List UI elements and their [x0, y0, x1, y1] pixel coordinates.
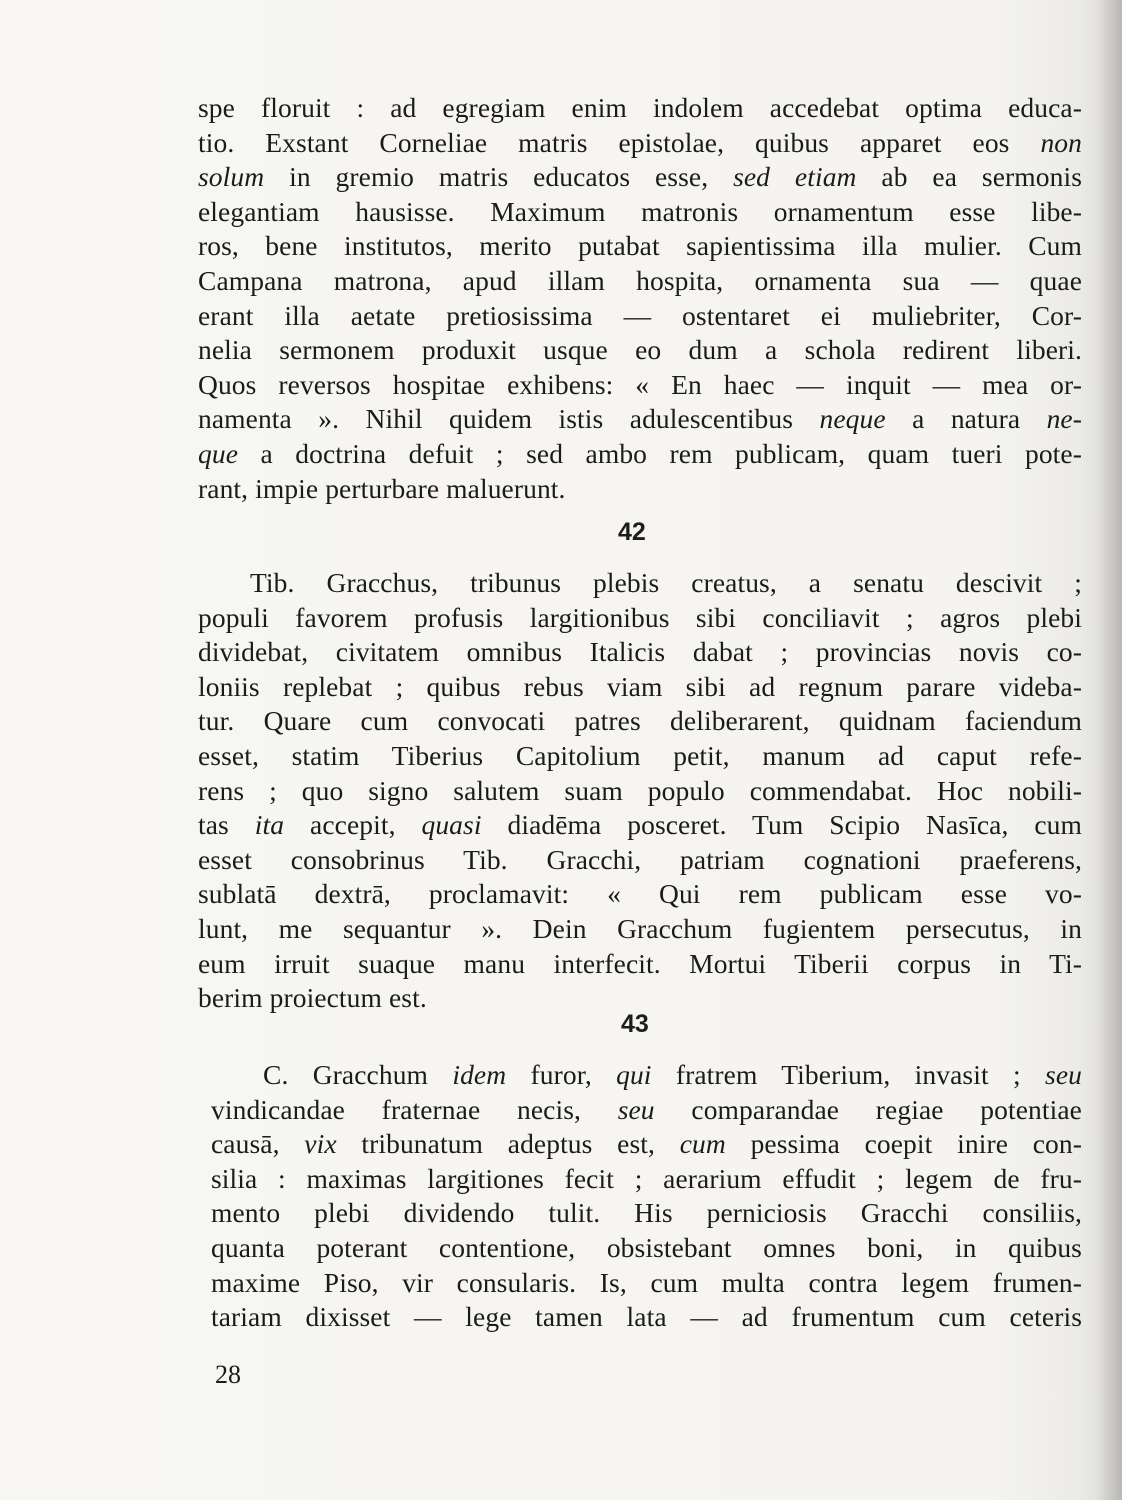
text-line: Tib. Gracchus, tribunus plebis creatus, a senatu descivit ; — [250, 567, 1082, 598]
text-line: tio. Exstant Corneliae matris epistolae, quibus apparet eos non — [198, 126, 1082, 158]
text-line: populi favorem profusis largitionibus sibi conciliavit ; agros plebi — [198, 601, 1082, 633]
text-line: mento plebi dividendo tulit. His perniciosis Gracchi consiliis, — [211, 1197, 1082, 1229]
text-line: tur. Quare cum convocati patres deliberarent, quidnam faciendum — [198, 705, 1082, 737]
section-43-text — [211, 1058, 1082, 1335]
text-line: erant illa aetate pretiosissima — ostentaret ei muliebriter, Cor- — [198, 299, 1082, 331]
text-line: ros, bene institutos, merito putabat sapientissima illa mulier. Cum — [198, 230, 1082, 262]
text-line: berim proiectum est. — [198, 982, 427, 1014]
text-line: tariam dixisset — lege tamen lata — ad frumentum cum ceteris — [211, 1301, 1082, 1333]
text-line: que a doctrina defuit ; sed ambo rem publicam, quam tueri pote- — [198, 437, 1082, 469]
text-line: rant, impie perturbare maluerunt. — [198, 472, 566, 504]
paragraph-continuation — [198, 91, 1082, 506]
text-line: silia : maximas largitiones fecit ; aerarium effudit ; legem de fru- — [211, 1162, 1082, 1194]
text-line: C. Gracchum idem furor, qui fratrem Tiberium, invasit ; seu — [263, 1059, 1082, 1090]
text-line: sublatā dextrā, proclamavit: « Qui rem publicam esse vo- — [198, 878, 1082, 910]
text-line: vindicandae fraternae necis, seu comparandae regiae potentiae — [211, 1093, 1082, 1125]
text-line: namenta ». Nihil quidem istis adulescentibus neque a natura ne- — [198, 403, 1082, 435]
text-line: Quos reversos hospitae exhibens: « En haec — inquit — mea or- — [198, 368, 1082, 400]
section-42-text — [198, 566, 1082, 1016]
text-line: elegantiam hausisse. Maximum matronis ornamentum esse libe- — [198, 195, 1082, 227]
text-line: tas ita accepit, quasi diadēma posceret. Tum Scipio Nasīca, cum — [198, 809, 1082, 841]
page-number: 28 — [215, 1360, 241, 1389]
text-line: causā, vix tribunatum adeptus est, cum pessima coepit inire con- — [211, 1128, 1082, 1160]
text-line: dividebat, civitatem omnibus Italicis dabat ; provincias novis co- — [198, 636, 1082, 668]
text-line: loniis replebat ; quibus rebus viam sibi ad regnum parare videba- — [198, 670, 1082, 702]
text-line: maxime Piso, vir consularis. Is, cum multa contra legem frumen- — [211, 1266, 1082, 1298]
page-edge-shadow — [1096, 0, 1122, 1500]
text-line: spe floruit : ad egregiam enim indolem accedebat optima educa- — [198, 92, 1082, 123]
text-line: rens ; quo signo salutem suam populo commendabat. Hoc nobili- — [198, 774, 1082, 806]
text-line: nelia sermonem produxit usque eo dum a schola redirent liberi. — [198, 334, 1082, 366]
text-line: esset, statim Tiberius Capitolium petit, manum ad caput refe- — [198, 739, 1082, 771]
section-number-43: 43 — [621, 1010, 649, 1038]
text-line: solum in gremio matris educatos esse, sed etiam ab ea sermonis — [198, 161, 1083, 193]
text-line: quanta poterant contentione, obsistebant omnes boni, in quibus — [211, 1231, 1082, 1263]
section-number-42: 42 — [618, 518, 646, 546]
text-line: Campana matrona, apud illam hospita, ornamenta sua — quae — [198, 264, 1082, 296]
text-line: eum irruit suaque manu interfecit. Mortui Tiberii corpus in Ti- — [198, 947, 1082, 979]
text-line: esset consobrinus Tib. Gracchi, patriam cognationi praeferens, — [198, 843, 1082, 875]
text-line: lunt, me sequantur ». Dein Gracchum fugientem persecutus, in — [198, 912, 1082, 944]
